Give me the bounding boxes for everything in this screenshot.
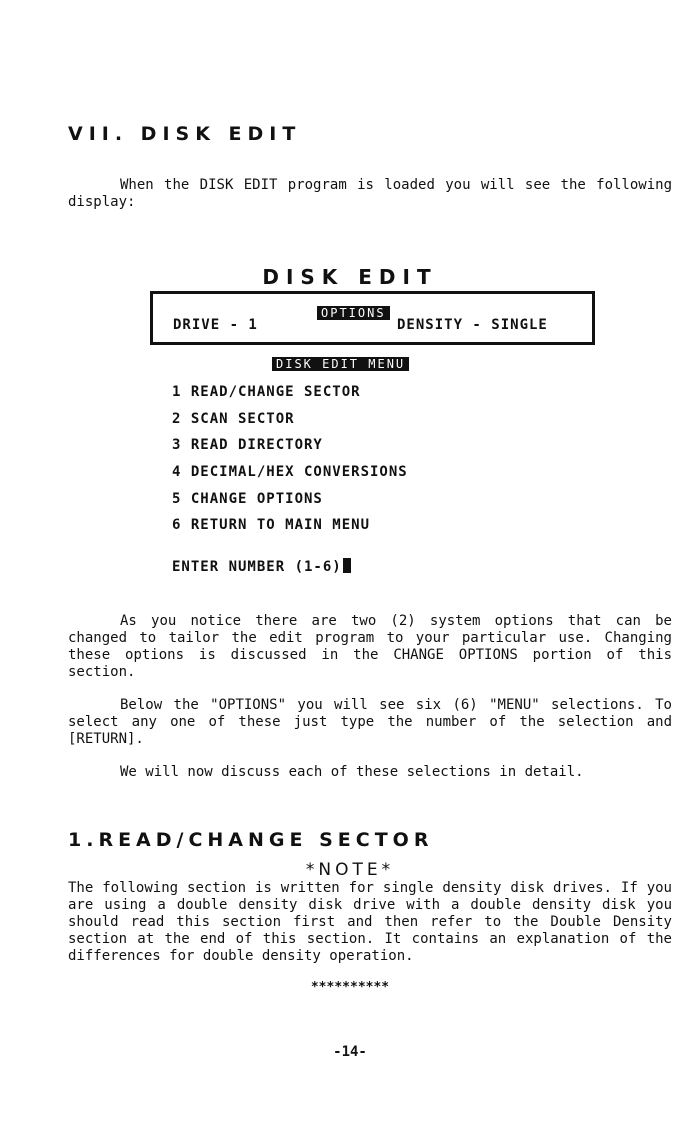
cursor-block-icon [343,558,351,573]
density-setting: DENSITY - SINGLE [397,317,548,333]
options-label: OPTIONS [317,306,390,320]
menu-paragraph: Below the "OPTIONS" you will see six (6) "MENU" selections. To select any one of these just type the number of the selection and [RETURN]. [68,697,672,747]
intro-paragraph: When the DISK EDIT program is loaded you will see the following display: [68,177,672,210]
subsection-title: 1.READ/CHANGE SECTOR [68,829,434,851]
drive-setting: DRIVE - 1 [173,317,258,333]
note-text: The following section is written for single density disk drives. If you are using a double density disk drive with a double density disk you should read this section first and then refer to the Double Density section at the end of this section. It contains an explanation of the differences for double density operation. [68,880,672,964]
note-title: *NOTE* [305,860,395,880]
menu-item-scan-sector: 2 SCAN SECTOR [172,411,295,427]
discuss-paragraph: We will now discuss each of these selections in detail. [120,764,584,780]
note-end-marker: ********** [310,980,390,995]
menu-item-return-main-menu: 6 RETURN TO MAIN MENU [172,517,371,533]
section-title: VII. DISK EDIT [68,123,302,145]
menu-label: DISK EDIT MENU [272,357,409,371]
options-box [150,291,595,345]
menu-item-change-options: 5 CHANGE OPTIONS [172,491,323,507]
prompt-text: ENTER NUMBER (1-6) [172,559,342,575]
menu-item-read-change-sector: 1 READ/CHANGE SECTOR [172,384,361,400]
enter-number-prompt [172,558,351,575]
menu-item-read-directory: 3 READ DIRECTORY [172,437,323,453]
page-number: -14- [333,1044,367,1060]
screen-title: DISK EDIT [262,265,438,289]
options-paragraph: As you notice there are two (2) system options that can be changed to tailor the edit program to your particular use. Changing these options is discussed in the CHANGE OPTIONS portion of this section. [68,613,672,680]
menu-item-decimal-hex: 4 DECIMAL/HEX CONVERSIONS [172,464,408,480]
